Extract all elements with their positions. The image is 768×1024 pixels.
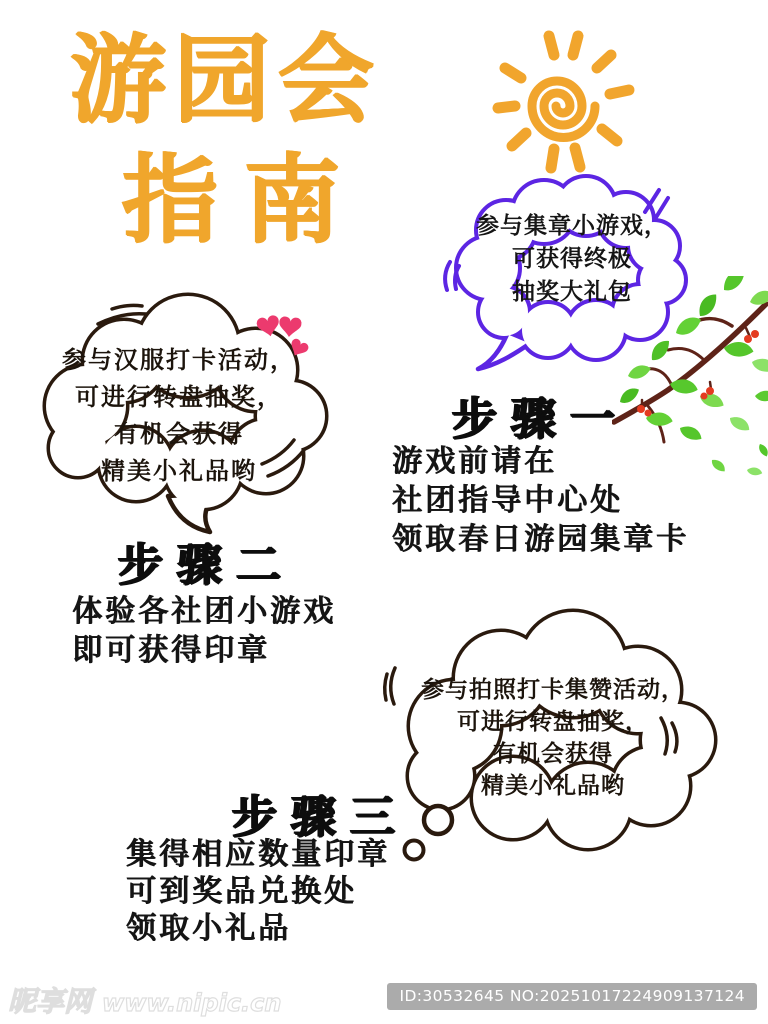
hanfu-cloud-speech-bubble [28, 298, 330, 540]
bubble-text-line: 可进行转盘抽奖， [75, 383, 283, 411]
bubble-text-line: 有机会获得 [114, 420, 244, 448]
step-3-line: 可到奖品兑换处 [126, 874, 357, 909]
step-1-line: 游戏前请在 [392, 444, 557, 479]
photo-thought-bubble [383, 608, 723, 888]
bubble-text-line: 可进行转盘抽奖， [457, 709, 649, 735]
bubble-text-line: 精美小礼品哟 [101, 457, 257, 485]
step-1-line: 领取春日游园集章卡 [392, 522, 689, 557]
step-2-line: 即可获得印章 [72, 633, 270, 668]
watermark-id-badge: ID:30532645 NO:20251017224909137124 [387, 983, 757, 1010]
hanfu-bubble-text [28, 342, 330, 490]
step-1-body [392, 442, 689, 559]
step-2-line: 体验各社团小游戏 [72, 594, 336, 629]
bubble-text-line: 参与拍照打卡集赞活动， [421, 677, 685, 703]
watermark-site-url: www.nipic.cn [102, 989, 282, 1017]
poster-title-line-2: 指南 [122, 144, 366, 256]
sun-icon [485, 28, 645, 176]
step-2-heading: 步骤二 [118, 538, 296, 591]
bubble-text-line: 抽奖大礼包 [512, 279, 632, 305]
watermark-site [8, 980, 282, 1020]
watermark-site-name: 昵享网 [8, 985, 93, 1018]
step-3-line: 领取小礼品 [126, 911, 291, 946]
step-3-body [126, 836, 390, 947]
bubble-text-line: 参与汉服打卡活动， [62, 346, 296, 374]
bubble-text-line: 参与集章小游戏， [476, 213, 668, 239]
step-3-heading: 步骤三 [232, 790, 410, 843]
step-2-body [72, 592, 336, 670]
bubble-text-line: 可获得终极 [512, 246, 632, 272]
poster-title-line-1: 游园会 [70, 24, 382, 136]
step-3-line: 集得相应数量印章 [126, 837, 390, 872]
bubble-text-line: 有机会获得 [493, 741, 613, 767]
step-1-line: 社团指导中心处 [392, 483, 623, 518]
thought-bubble-text [383, 674, 723, 802]
bubble-text-line: 精美小礼品哟 [481, 773, 625, 799]
step-1-heading: 步骤一 [452, 392, 630, 445]
thought-tail-circles [405, 806, 453, 860]
